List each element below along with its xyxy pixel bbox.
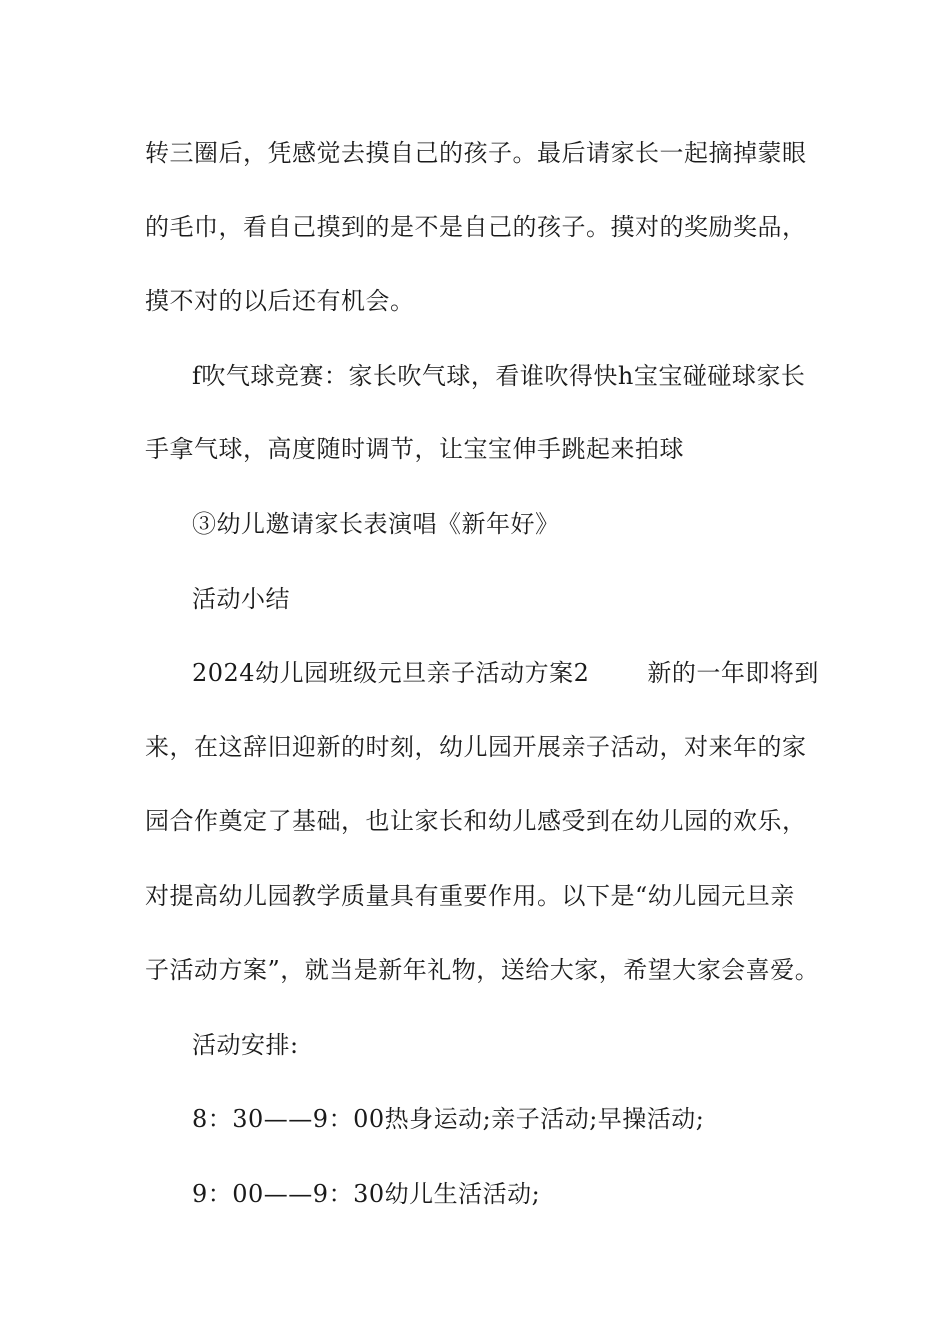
paragraph-line: f吹气球竞赛：家长吹气球，看谁吹得快h宝宝碰碰球家长 (192, 362, 806, 390)
paragraph-line: 对提高幼儿园教学质量具有重要作用。以下是“幼儿园元旦亲 (145, 882, 795, 910)
paragraph-line: 子活动方案”，就当是新年礼物，送给大家，希望大家会喜爱。 (145, 956, 820, 984)
paragraph-line: ③幼儿邀请家长表演唱《新年好》 (192, 510, 560, 538)
section-heading: 活动安排: (192, 1031, 299, 1059)
section-heading: 活动小结 (192, 585, 290, 613)
paragraph-line: 转三圈后，凭感觉去摸自己的孩子。最后请家长一起摘掉蒙眼 (145, 139, 807, 167)
paragraph-line: 的毛巾，看自己摸到的是不是自己的孩子。摸对的奖励奖品， (145, 213, 807, 241)
paragraph-line (192, 657, 872, 689)
schedule-item: 8：30——9：00热身运动;亲子活动;早操活动; (192, 1105, 705, 1133)
paragraph-line: 来，在这辞旧迎新的时刻，幼儿园开展亲子活动，对来年的家 (145, 733, 807, 761)
paragraph-line: 摸不对的以后还有机会。 (145, 287, 415, 315)
document-title: 2024幼儿园班级元旦亲子活动方案2 (192, 659, 590, 687)
paragraph-line: 园合作奠定了基础，也让家长和幼儿感受到在幼儿园的欢乐， (145, 807, 807, 835)
paragraph-text: 新的一年即将到 (647, 659, 819, 687)
paragraph-line: 手拿气球，高度随时调节，让宝宝伸手跳起来拍球 (145, 435, 684, 463)
schedule-item: 9：00——9：30幼儿生活活动; (192, 1180, 541, 1208)
